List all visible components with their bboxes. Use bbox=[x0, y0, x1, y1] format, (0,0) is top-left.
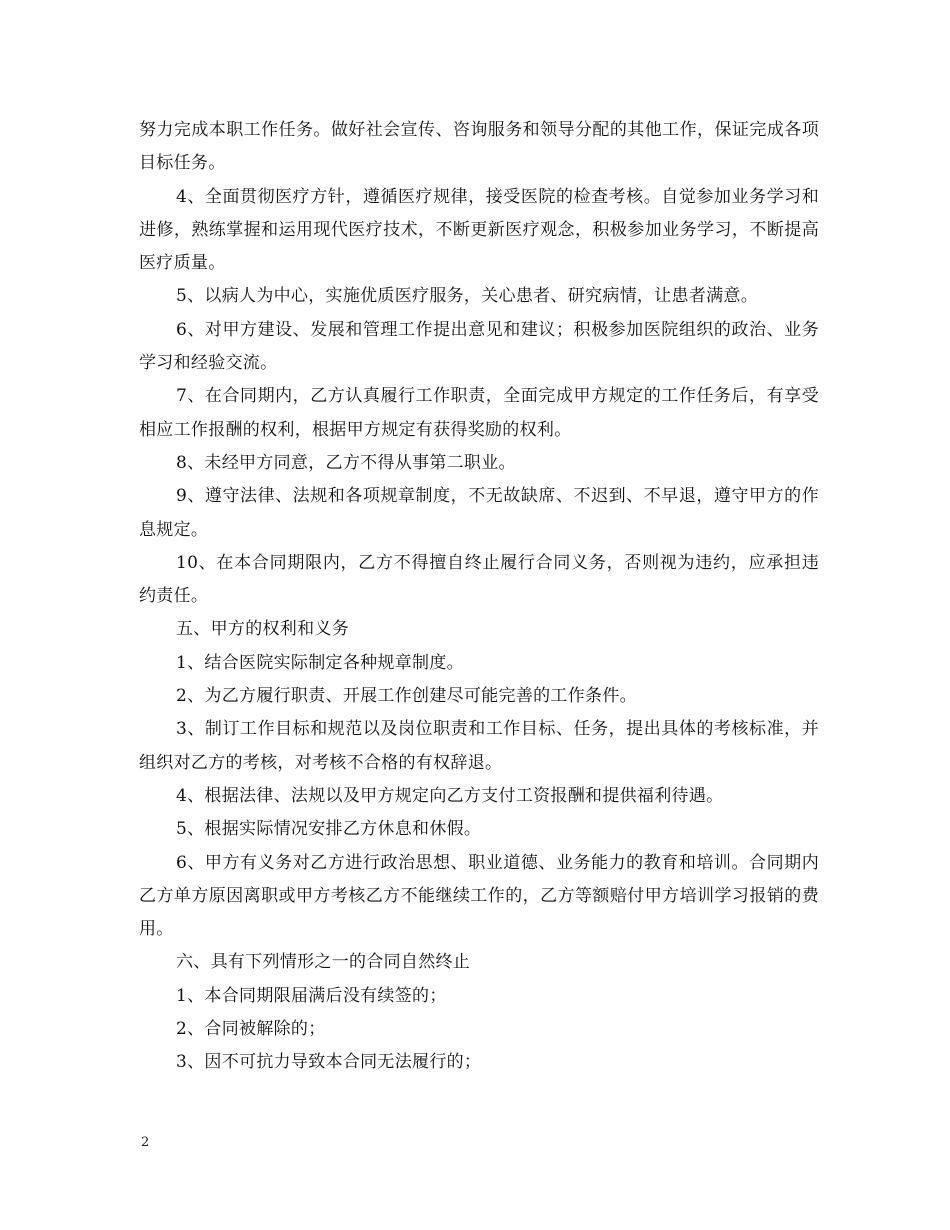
paragraph-a-item-2: 2、为乙方履行职责、开展工作创建尽可能完善的工作条件。 bbox=[176, 686, 637, 707]
paragraph-item-8-second-job: 8、未经甲方同意，乙方不得从事第二职业。 bbox=[176, 452, 516, 473]
paragraph-a-item-6: 6、甲方有义务对乙方进行政治思想、职业道德、业务能力的教育和培训。合同期内乙方单方原因离职或甲方考核乙方不能继续工作的，乙方等额赔付甲方培训学习报销的费用。 bbox=[139, 852, 819, 940]
paragraph-item-6-suggestions: 6、对甲方建设、发展和管理工作提出意见和建议；积极参加医院组织的政治、业务学习和经验交流。 bbox=[139, 319, 819, 374]
document-body bbox=[139, 114, 819, 1080]
page-number: 2 bbox=[141, 1135, 150, 1150]
paragraph-item-4-medical-policy: 4、全面贯彻医疗方针，遵循医疗规律，接受医院的检查考核。自觉参加业务学习和进修，熟练掌握和运用现代医疗技术，不断更新医疗观念，积极参加业务学习，不断提高医疗质量。 bbox=[139, 186, 819, 274]
paragraph-a-item-5: 5、根据实际情况安排乙方休息和休假。 bbox=[176, 819, 482, 840]
section-heading-party-a-rights: 五、甲方的权利和义务 bbox=[176, 619, 349, 640]
paragraph-a-item-4: 4、根据法律、法规以及甲方规定向乙方支付工资报酬和提供福利待遇。 bbox=[176, 785, 724, 806]
paragraph-item-5-patient-centered: 5、以病人为中心，实施优质医疗服务，关心患者、研究病情，让患者满意。 bbox=[176, 286, 759, 307]
paragraph-termination-item-2: 2、合同被解除的； bbox=[176, 1019, 326, 1040]
paragraph-a-item-1: 1、结合医院实际制定各种规章制度。 bbox=[176, 652, 464, 673]
paragraph-termination-item-1: 1、本合同期限届满后没有续签的； bbox=[176, 985, 447, 1006]
paragraph-item-7-rights: 7、在合同期内，乙方认真履行工作职责，全面完成甲方规定的工作任务后，有享受相应工作报酬的权利，根据甲方规定有获得奖励的权利。 bbox=[139, 386, 819, 440]
paragraph-item-9-rules: 9、遵守法律、法规和各项规章制度，不无故缺席、不迟到、不早退，遵守甲方的作息规定。 bbox=[139, 486, 819, 540]
paragraph-a-item-3: 3、制订工作目标和规范以及岗位职责和工作目标、任务，提出具体的考核标准，并组织对乙方的考核，对考核不合格的有权辞退。 bbox=[139, 719, 819, 773]
paragraph-duty-continuation: 努力完成本职工作任务。做好社会宣传、咨询服务和领导分配的其他工作，保证完成各项目标任务。 bbox=[139, 120, 819, 174]
section-heading-termination: 六、具有下列情形之一的合同自然终止 bbox=[176, 952, 471, 973]
paragraph-item-10-breach: 10、在本合同期限内，乙方不得擅自终止履行合同义务，否则视为违约，应承担违约责任。 bbox=[139, 552, 819, 607]
paragraph-termination-item-3: 3、因不可抗力导致本合同无法履行的； bbox=[176, 1052, 482, 1073]
